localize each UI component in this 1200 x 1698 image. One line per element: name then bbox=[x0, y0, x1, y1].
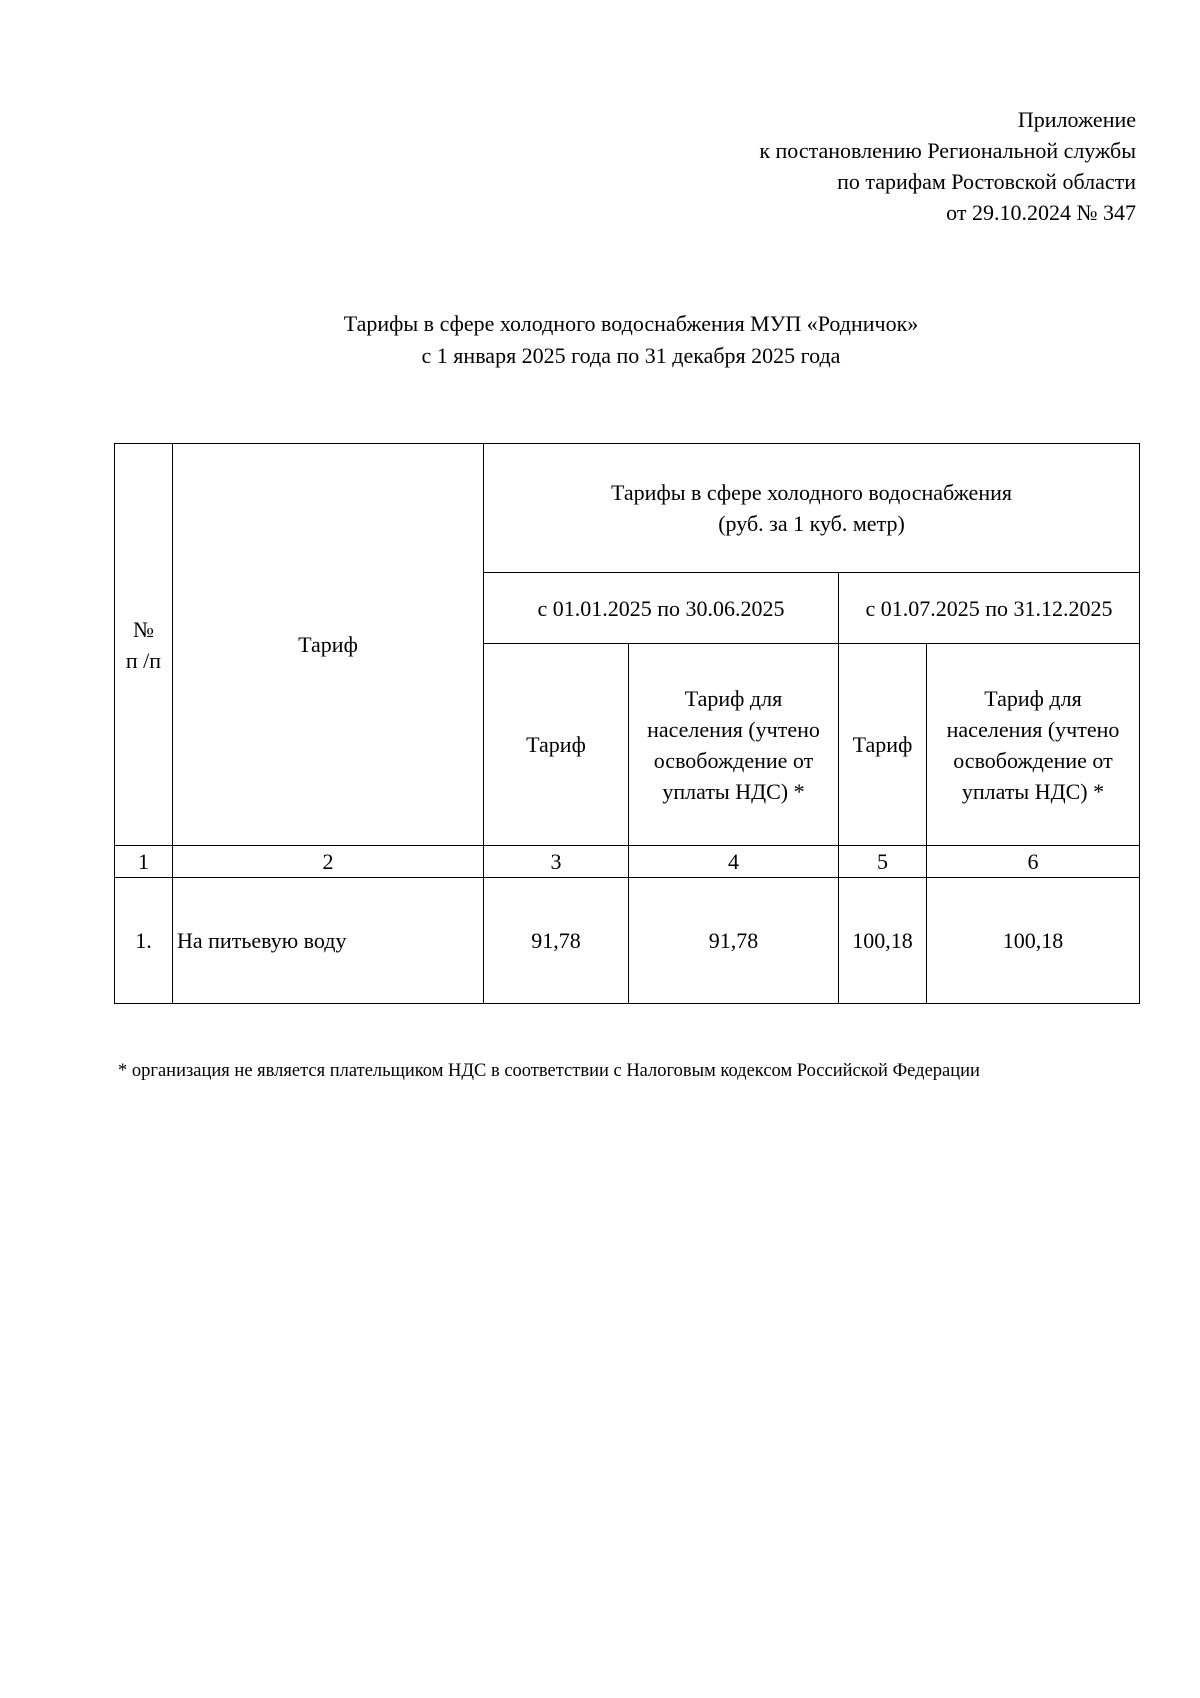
appendix-line-3: по тарифам Ростовской области bbox=[837, 169, 1136, 194]
appendix-line-4: от 29.10.2024 № 347 bbox=[946, 200, 1136, 225]
column-number: 5 bbox=[839, 846, 927, 878]
header-number: № п /п bbox=[115, 444, 173, 846]
header-subtariff-1: Тариф bbox=[484, 644, 629, 846]
header-subtariff-2: Тариф bbox=[839, 644, 927, 846]
header-period-1: с 01.01.2025 по 30.06.2025 bbox=[484, 573, 839, 644]
column-number: 4 bbox=[629, 846, 839, 878]
header-population-1: Тариф для населения (учтено освобождение от уплаты НДС) * bbox=[629, 644, 839, 846]
tariff-table bbox=[114, 443, 1140, 1004]
row-population-1: 91,78 bbox=[629, 878, 839, 1004]
row-number: 1. bbox=[115, 878, 173, 1004]
column-number: 6 bbox=[927, 846, 1140, 878]
document-title bbox=[0, 308, 1200, 372]
row-tariff-2: 100,18 bbox=[839, 878, 927, 1004]
header-tariff: Тариф bbox=[173, 444, 484, 846]
header-group: Тарифы в сфере холодного водоснабжения (руб. за 1 куб. метр) bbox=[484, 444, 1140, 573]
column-number: 1 bbox=[115, 846, 173, 878]
title-line-2: с 1 января 2025 года по 31 декабря 2025 года bbox=[421, 343, 841, 368]
row-tariff-1: 91,78 bbox=[484, 878, 629, 1004]
column-number: 3 bbox=[484, 846, 629, 878]
table-row bbox=[115, 878, 1140, 1004]
footnote: * организация не является плательщиком НДС в соответствии с Налоговым кодексом Российской Федерации bbox=[118, 1061, 980, 1081]
column-number: 2 bbox=[173, 846, 484, 878]
header-population-2: Тариф для населения (учтено освобождение от уплаты НДС) * bbox=[927, 644, 1140, 846]
appendix-line-2: к постановлению Региональной службы bbox=[759, 138, 1136, 163]
row-name: На питьевую воду bbox=[173, 878, 484, 1004]
column-number-row bbox=[115, 846, 1140, 878]
appendix-heading bbox=[759, 104, 1136, 228]
appendix-line-1: Приложение bbox=[1017, 107, 1136, 132]
row-population-2: 100,18 bbox=[927, 878, 1140, 1004]
title-line-1: Тарифы в сфере холодного водоснабжения МУП «Родничок» bbox=[343, 311, 919, 336]
header-period-2: с 01.07.2025 по 31.12.2025 bbox=[839, 573, 1140, 644]
